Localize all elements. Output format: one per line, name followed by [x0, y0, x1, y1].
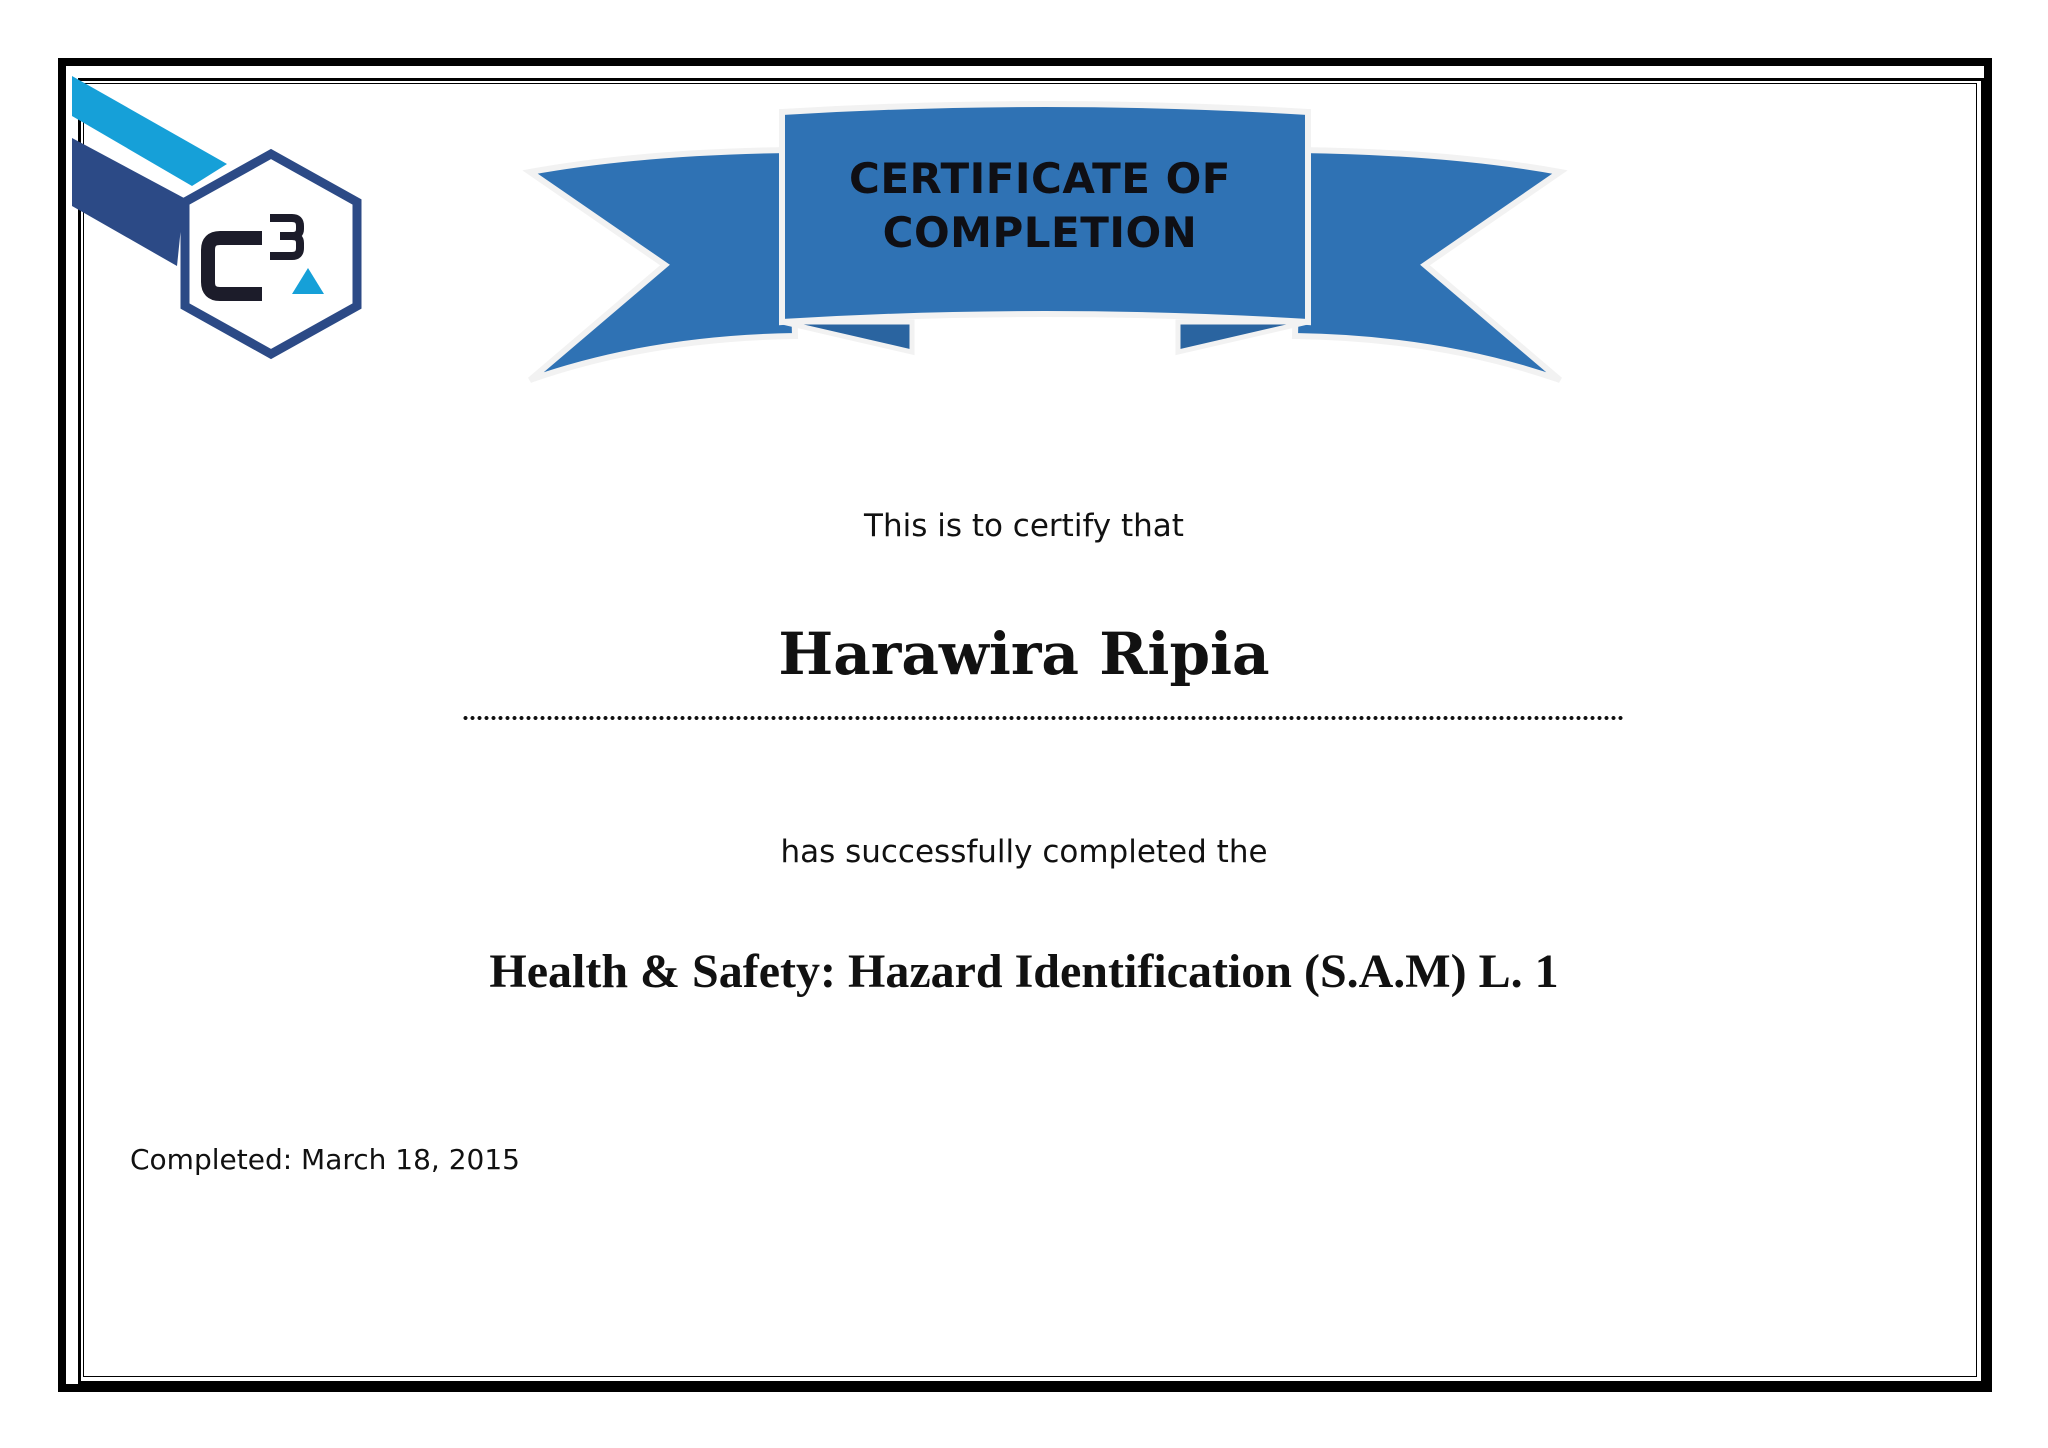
ribbon-left-fold	[782, 322, 912, 352]
completion-date: Completed: March 18, 2015	[130, 1143, 520, 1176]
dotted-signature-line	[462, 715, 1624, 721]
course-name: Health & Safety: Hazard Identification (S.A.M) L. 1	[489, 945, 1559, 998]
ribbon-right-tail	[1295, 150, 1560, 380]
certificate-title-line2: COMPLETION	[882, 208, 1198, 257]
completion-statement: has successfully completed the	[780, 834, 1268, 870]
ribbon-left-tail	[530, 150, 795, 380]
certificate-title-line1: CERTIFICATE OF	[849, 154, 1231, 203]
recipient-name: Harawira Ripia	[778, 620, 1270, 688]
ribbon-right-fold	[1178, 322, 1308, 352]
certify-text: This is to certify that	[864, 508, 1184, 544]
c3-logo-icon	[72, 76, 372, 366]
certificate-title	[780, 152, 1300, 260]
